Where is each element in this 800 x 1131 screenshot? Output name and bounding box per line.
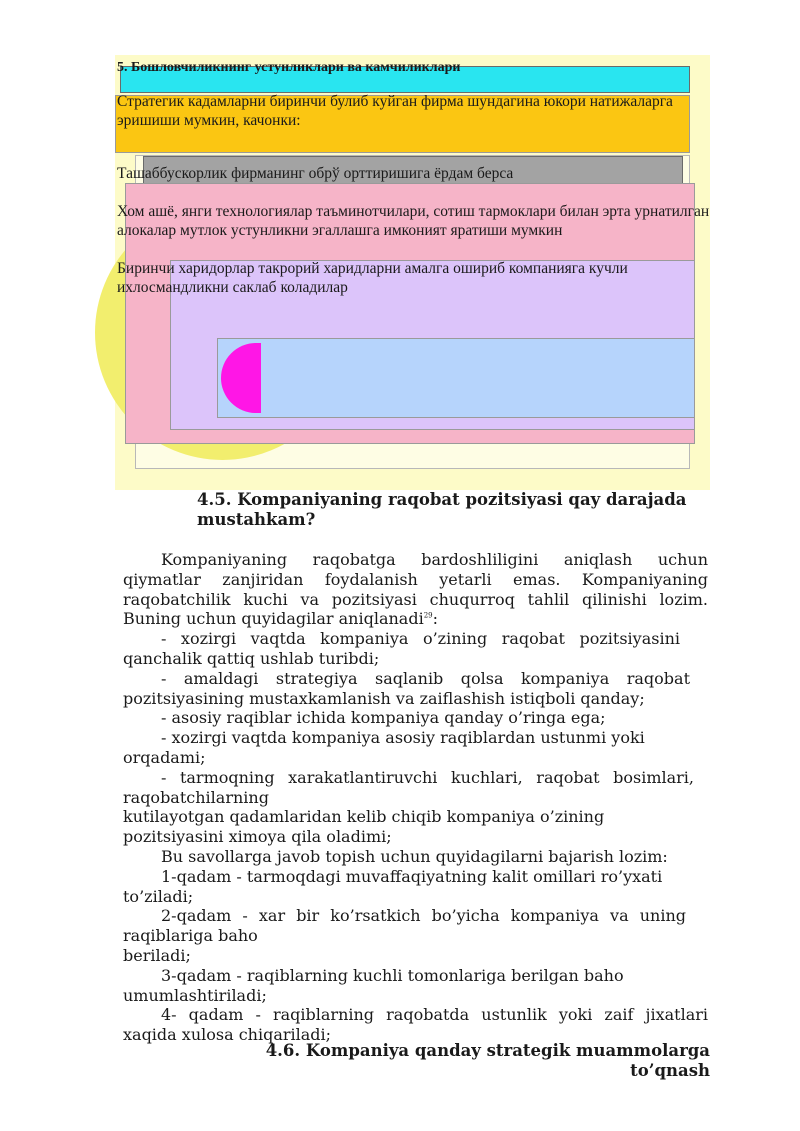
infographic-figure bbox=[115, 55, 710, 490]
figure-heading: 5. Бошловчиликнинг устунликлари ва камчиликлари bbox=[117, 60, 461, 75]
figure-paragraph-1: Стратегик кадамларни биринчи булиб куйган фирма шундагина юкори натижаларга эришиши мумкин, качонки: bbox=[117, 93, 673, 129]
question-4-line-1: - xozirgi vaqtda kompaniya asosiy raqiblardan ustunmi yoki bbox=[161, 728, 645, 748]
intro-line-4 bbox=[123, 609, 708, 629]
step-2-line-2: raqiblariga baho bbox=[123, 926, 258, 946]
question-1-line-2: qanchalik qattiq ushlab turibdi; bbox=[123, 648, 380, 668]
step-3-line-1: 3-qadam - raqiblarning kuchli tomonlariga berilgan baho bbox=[161, 965, 624, 985]
question-5-line-4: pozitsiyasini ximoya qila oladimi; bbox=[123, 827, 392, 847]
question-5-line-1: - tarmoqning xarakatlantiruvchi kuchlari, raqobat bosimlari, bbox=[161, 767, 694, 787]
question-4-line-2: orqadami; bbox=[123, 747, 206, 767]
steps-intro: Bu savollarga javob topish uchun quyidagilarni bajarish lozim: bbox=[161, 846, 668, 866]
step-4-line-2: xaqida xulosa chiqariladi; bbox=[123, 1025, 332, 1045]
question-5-line-2: raqobatchilarning bbox=[123, 787, 269, 807]
body-text bbox=[123, 550, 708, 1045]
figure-paragraph-4: Биринчи харидорлар такрорий харидларни амалга ошириб компанияга кучли ихлосмандликни саклаб коладилар bbox=[117, 260, 628, 296]
section-4-6-title: 4.6. Kompaniya qanday strategik muammolarga to’qnash bbox=[265, 1041, 710, 1080]
section-4-5-title-line1: 4.5. Kompaniyaning raqobat pozitsiyasi qay darajada bbox=[197, 490, 687, 509]
intro-line-4-text: Buning uchun quyidagilar aniqlanadi bbox=[123, 609, 424, 629]
blue-panel bbox=[217, 338, 695, 418]
figure-paragraph-2: Ташаббускорлик фирманинг обрў орттиришига ёрдам берса bbox=[117, 165, 514, 182]
question-2-line-1: - amaldagi strategiya saqlanib qolsa kompaniya raqobat bbox=[161, 668, 690, 688]
step-3-line-2: umumlashtiriladi; bbox=[123, 985, 267, 1005]
intro-line-3: raqobatchilik kuchi va pozitsiyasi chuqurroq tahlil qilinishi lozim. bbox=[123, 589, 708, 609]
section-4-5-title-line2: mustahkam? bbox=[197, 510, 316, 529]
section-4-5-title bbox=[197, 490, 707, 530]
question-3: - asosiy raqiblar ichida kompaniya qanday o’ringa ega; bbox=[161, 708, 606, 728]
step-4-line-1: 4- qadam - raqiblarning raqobatda ustunlik yoki zaif jixatlari bbox=[161, 1005, 708, 1025]
intro-line-4-end: : bbox=[432, 609, 438, 629]
step-2-line-3: beriladi; bbox=[123, 945, 191, 965]
intro-line-1: Kompaniyaning raqobatga bardoshliligini aniqlash uchun bbox=[161, 550, 708, 569]
footnote-ref: 29 bbox=[423, 612, 433, 621]
step-1-line-2: to’ziladi; bbox=[123, 886, 194, 906]
question-2-line-2: pozitsiyasining mustaxkamlanish va zaiflashish istiqboli qanday; bbox=[123, 688, 645, 708]
step-2-line-1: 2-qadam - xar bir ko’rsatkich bo’yicha kompaniya va uning bbox=[161, 906, 686, 926]
step-1-line-1: 1-qadam - tarmoqdagi muvaffaqiyatning kalit omillari ro’yxati bbox=[161, 866, 663, 886]
question-1-line-1: - xozirgi vaqtda kompaniya o’zining raqobat pozitsiyasini bbox=[161, 629, 680, 649]
figure-paragraph-3: Хом ашё, янги технологиялар таъминотчилари, сотиш тармоклари билан эрта урнатилган алокалар мутлок устунликни эгаллашга имконият яратиши мумкин bbox=[117, 203, 710, 239]
intro-line-2: qiymatlar zanjiridan foydalanish yetarli emas. Kompaniyaning bbox=[123, 569, 708, 589]
question-5-line-3: kutilayotgan qadamlaridan kelib chiqib kompaniya o’zining bbox=[123, 807, 605, 827]
